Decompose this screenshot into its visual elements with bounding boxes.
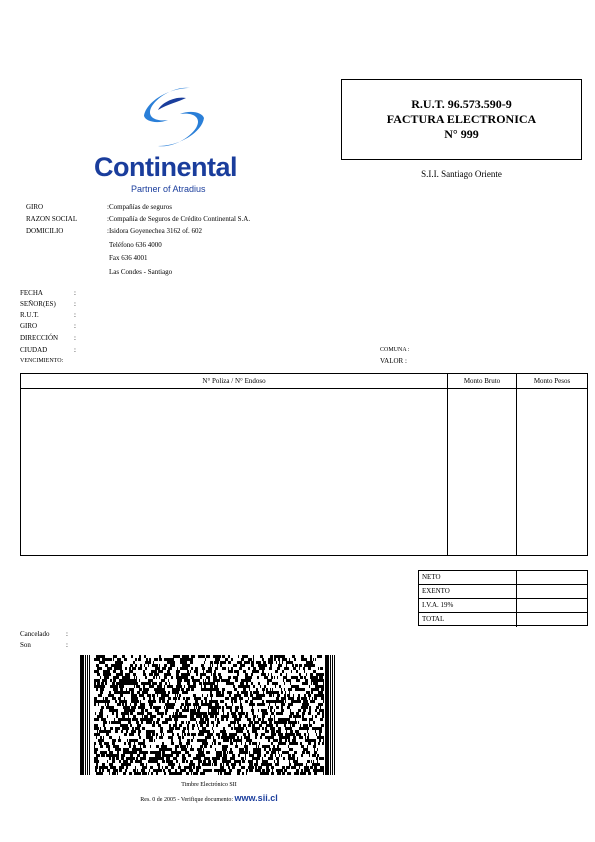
- timbre-label: Timbre Electrónico SII: [181, 782, 237, 788]
- ciudad-colon: :: [74, 346, 76, 354]
- column-divider: [447, 374, 448, 555]
- col-bruto-header: Monto Bruto: [463, 377, 501, 385]
- comuna-label: COMUNA :: [380, 347, 410, 353]
- domicilio-label: DOMICILIO: [26, 227, 64, 235]
- direccion-colon: :: [74, 334, 76, 342]
- pdf417-barcode: [80, 655, 338, 775]
- verification-line: [80, 793, 338, 803]
- comuna-address: Las Condes - Santiago: [109, 268, 173, 276]
- sii-url-link[interactable]: www.sii.cl: [234, 793, 278, 803]
- valor-label: VALOR :: [380, 357, 407, 365]
- giro-label: GIRO: [26, 203, 44, 211]
- giro-value: :Compañías de seguros: [107, 203, 172, 211]
- son-label: Son: [20, 641, 31, 649]
- iva-label: I.V.A. 19%: [422, 601, 454, 609]
- sii-office: S.I.I. Santiago Oriente: [421, 169, 502, 179]
- senor-label: SEÑOR(ES): [20, 300, 56, 308]
- fecha-label: FECHA: [20, 289, 43, 297]
- domicilio-value: :Isidora Goyenechea 3162 of. 602: [107, 227, 203, 235]
- ciudad-label: CIUDAD: [20, 346, 48, 354]
- rut-label: R.U.T.: [20, 311, 39, 319]
- razon-social-value: :Compañía de Seguros de Crédito Continental S.A.: [107, 215, 251, 223]
- logo-tagline: Partner of Atradius: [131, 184, 206, 194]
- col-poliza-header: N° Poliza / N° Endoso: [202, 377, 266, 385]
- vencimiento-label: VENCIMIENTO:: [20, 358, 64, 364]
- direccion-label: DIRECCIÓN: [20, 334, 59, 342]
- document-number: N° 999: [444, 127, 479, 141]
- iva-row: [419, 599, 587, 613]
- neto-label: NETO: [422, 573, 441, 581]
- razon-social-label: RAZON SOCIAL: [26, 215, 78, 223]
- exento-row: [419, 585, 587, 599]
- neto-row: [419, 571, 587, 585]
- col-pesos-header: Monto Pesos: [533, 377, 571, 385]
- continental-logo-icon: [138, 84, 208, 150]
- total-label: TOTAL: [422, 615, 445, 623]
- totals-table: [418, 570, 588, 626]
- total-row: [419, 613, 587, 627]
- cancelado-colon: :: [66, 630, 68, 638]
- cancelado-label: Cancelado: [20, 630, 50, 638]
- logo-wordmark: Continental: [94, 152, 237, 182]
- detail-table: [20, 373, 588, 556]
- column-divider: [516, 374, 517, 555]
- detail-header: [21, 374, 587, 389]
- son-colon: :: [66, 641, 68, 649]
- rut-box: [341, 79, 582, 160]
- fecha-colon: :: [74, 289, 76, 297]
- resolution-text: Res. 0 de 2005 - Verifique documento:: [140, 797, 234, 803]
- cust-giro-label: GIRO: [20, 322, 38, 330]
- rut-number: R.U.T. 96.573.590-9: [411, 97, 512, 111]
- exento-label: EXENTO: [422, 587, 450, 595]
- rut-colon: :: [74, 311, 76, 319]
- fax: Fax 636 4001: [109, 254, 148, 262]
- cust-giro-colon: :: [74, 322, 76, 330]
- document-type: FACTURA ELECTRONICA: [386, 112, 537, 126]
- senor-colon: :: [74, 300, 76, 308]
- telefono: Teléfono 636 4000: [109, 241, 162, 249]
